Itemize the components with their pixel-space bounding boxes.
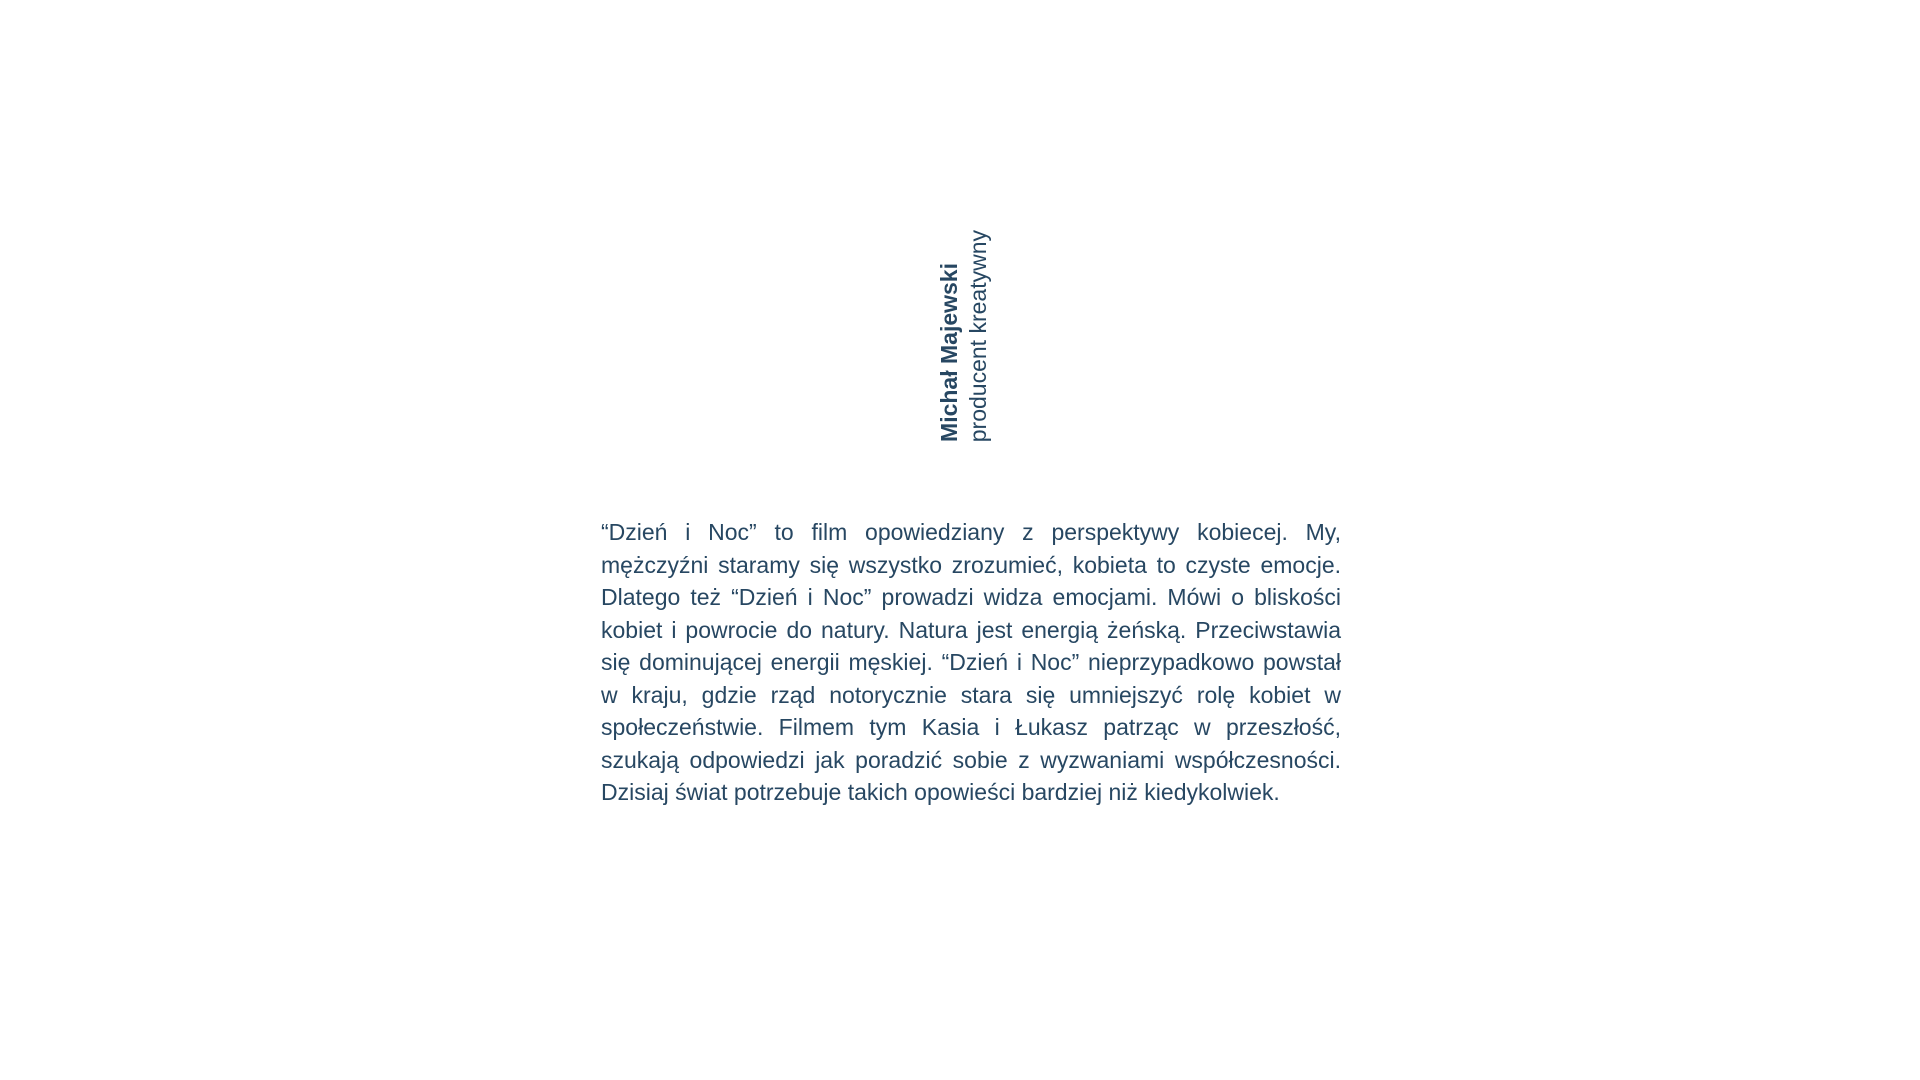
statement-paragraph: “Dzień i Noc” to film opowiedziany z perspektywy kobiecej. My, mężczyźni staramy się wszystko zrozumieć, kobieta to czyste emocje. Dlatego też “Dzień i Noc” prowadzi widza emocjami. Mówi o bliskości kobiet i powrocie do natury. Natura jest energią żeńską. Przeciwstawia się dominującej energii męskiej. “Dzień i Noc” nieprzypadkowo powstał w kraju, gdzie rząd notorycznie stara się umniejszyć rolę kobiet w społeczeństwie. Filmem tym Kasia i Łukasz patrząc w przeszłość, szukają odpowiedzi jak poradzić sobie z wyzwaniami współczesności. Dzisiaj świat potrzebuje takich opowieści bardziej niż kiedykolwiek. bbox=[601, 519, 1341, 805]
credit-role: producent kreatywny bbox=[965, 229, 991, 442]
credit-name: Michał Majewski bbox=[936, 263, 962, 442]
credit-block bbox=[938, 230, 1008, 442]
